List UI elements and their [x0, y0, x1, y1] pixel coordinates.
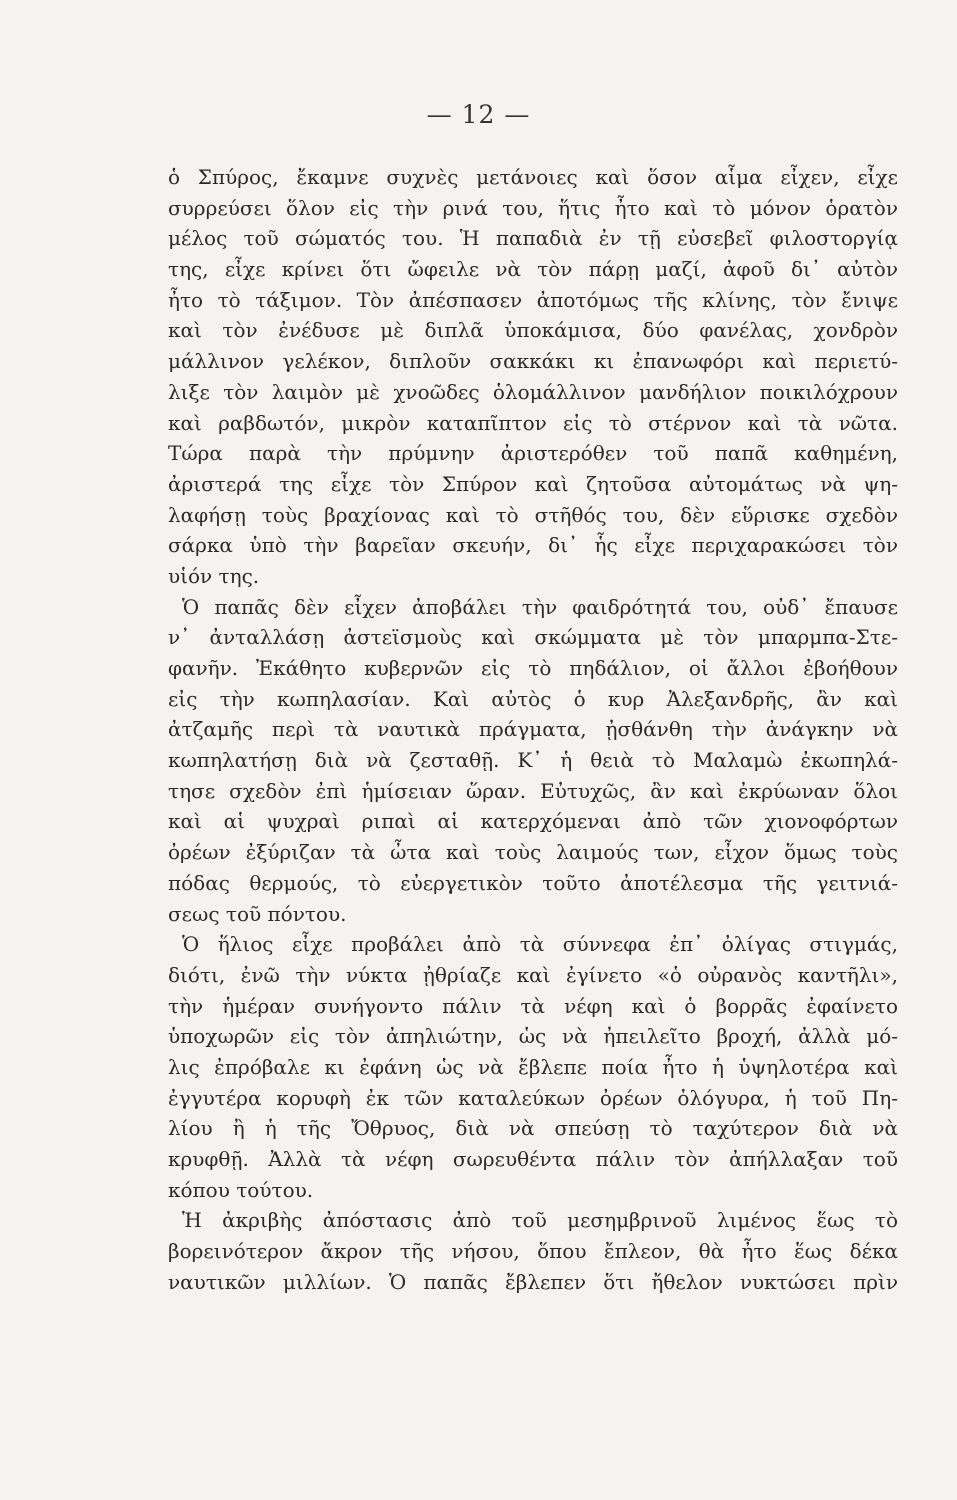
text-line: υἱόν της. — [168, 563, 260, 588]
text-line: Ὁ ἥλιος εἶχε προβάλει ἀπὸ τὰ σύννεφα ἐπ᾽ ὀλίγας στιγμάς, — [182, 932, 898, 957]
text-line: λις ἐπρόβαλε κι ἐφάνη ὡς νὰ ἔβλεπε ποία ἦτο ἡ ὑψηλοτέρα καὶ — [168, 1054, 898, 1079]
text-line: κόπου τούτου. — [168, 1177, 314, 1202]
text-line: τὴν ἡμέραν συνήγοντο πάλιν τὰ νέφη καὶ ὁ βορρᾶς ἐφαίνετο — [168, 993, 898, 1018]
text-line: ὑποχωρῶν εἰς τὸν ἀπηλιώτην, ὡς νὰ ἠπειλεῖτο βροχή, ἀλλὰ μό- — [168, 1024, 898, 1049]
text-line: καὶ τὸν ἐνέδυσε μὲ διπλᾶ ὑποκάμισα, δύο φανέλας, χονδρὸν — [168, 318, 898, 343]
page-number: — 12 — — [426, 100, 531, 129]
text-line: συρρεύσει ὅλον εἰς τὴν ρινά του, ἥτις ἦτο καὶ τὸ μόνον ὁρατὸν — [168, 195, 898, 220]
text-line: μάλλινον γελέκον, διπλοῦν σακκάκι κι ἐπανωφόρι καὶ περιετύ- — [168, 349, 898, 374]
text-line: ναυτικῶν μιλλίων. Ὁ παπᾶς ἔβλεπεν ὅτι ἤθελον νυκτώσει πρὶν — [168, 1269, 898, 1294]
text-line: Ἡ ἀκριβὴς ἀπόστασις ἀπὸ τοῦ μεσημβρινοῦ λιμένος ἕως τὸ — [182, 1208, 898, 1233]
text-line: διότι, ἐνῶ τὴν νύκτα ᾐθρίαζε καὶ ἐγίνετο «ὁ οὐρανὸς καντῆλι», — [168, 962, 898, 987]
text-line: κρυφθῇ. Ἀλλὰ τὰ νέφη σωρευθέντα πάλιν τὸν ἀπήλλαξαν τοῦ — [168, 1147, 898, 1171]
text-line: ἐγγυτέρα κορυφὴ ἐκ τῶν καταλεύκων ὀρέων ὁλόγυρα, ἡ τοῦ Πη- — [168, 1085, 898, 1110]
text-line: Τώρα παρὰ τὴν πρύμνην ἀριστερόθεν τοῦ παπᾶ καθημένη, — [168, 441, 898, 466]
text-line: ἀτζαμῆς περὶ τὰ ναυτικὰ πράγματα, ᾐσθάνθη τὴν ἀνάγκην νὰ — [168, 717, 898, 742]
text-line: φανῆν. Ἐκάθητο κυβερνῶν εἰς τὸ πηδάλιον, οἱ ἄλλοι ἐβοήθουν — [168, 656, 898, 680]
text-line: λίου ἢ ἡ τῆς Ὄθρυος, διὰ νὰ σπεύσῃ τὸ ταχύτερον διὰ νὰ — [168, 1116, 898, 1141]
text-line: σεως τοῦ πόντου. — [168, 901, 347, 926]
text-line: τησε σχεδὸν ἐπὶ ἡμίσειαν ὥραν. Εὐτυχῶς, ἂν καὶ ἐκρύωναν ὅλοι — [168, 778, 898, 803]
text-line: εἰς τὴν κωπηλασίαν. Καὶ αὐτὸς ὁ κυρ Ἀλεξανδρῆς, ἂν καὶ — [168, 686, 898, 711]
text-line: σάρκα ὑπὸ τὴν βαρεῖαν σκευήν, δι᾽ ἧς εἶχε περιχαρακώσει τὸν — [168, 533, 898, 558]
text-line: κωπηλατήσῃ διὰ νὰ ζεσταθῇ. Κ᾽ ἡ θειὰ τὸ Μαλαμὼ ἐκωπηλά- — [168, 748, 898, 773]
text-line: βορεινότερον ἄκρον τῆς νήσου, ὅπου ἔπλεον, θὰ ἦτο ἕως δέκα — [168, 1239, 898, 1264]
text-line: ἀριστερά της εἶχε τὸν Σπύρον καὶ ζητοῦσα αὐτομάτως νὰ ψη- — [168, 471, 898, 496]
text-line: λαφήσῃ τοὺς βραχίονας καὶ τὸ στῆθός του, δὲν εὕρισκε σχεδὸν — [168, 502, 898, 527]
text-line: ν᾽ ἀνταλλάσῃ ἀστεϊσμοὺς καὶ σκώμματα μὲ τὸν μπαρμπα-Στε- — [168, 625, 898, 650]
text-line: καὶ αἱ ψυχραὶ ριπαὶ αἱ κατερχόμεναι ἀπὸ τῶν χιονοφόρτων — [168, 809, 898, 834]
body-text — [168, 162, 898, 1297]
text-line: ὀρέων ἐξύριζαν τὰ ὦτα καὶ τοὺς λαιμούς των, εἶχον ὅμως τοὺς — [168, 840, 898, 865]
text-line: πόδας θερμούς, τὸ εὐεργετικὸν τοῦτο ἀποτέλεσμα τῆς γειτνιά- — [168, 870, 898, 895]
text-line: μέλος τοῦ σώματός του. Ἡ παπαδιὰ ἐν τῇ εὐσεβεῖ φιλοστοργίᾳ — [168, 226, 898, 251]
text-line: ὁ Σπύρος, ἔκαμνε συχνὲς μετάνοιες καὶ ὅσον αἷμα εἶχεν, εἶχε — [168, 165, 898, 189]
text-line: Ὁ παπᾶς δὲν εἶχεν ἀποβάλει τὴν φαιδρότητά του, οὐδ᾽ ἔπαυσε — [182, 594, 898, 619]
text-line: καὶ ραβδωτόν, μικρὸν καταπῖπτον εἰς τὸ στέρνον καὶ τὰ νῶτα. — [168, 410, 898, 435]
text-line: λιξε τὸν λαιμὸν μὲ χνοῶδες ὁλομάλλινον μανδήλιον ποικιλόχρουν — [168, 379, 898, 404]
text-line: ἦτο τὸ τάξιμον. Τὸν ἀπέσπασεν ἀποτόμως τῆς κλίνης, τὸν ἔνιψε — [168, 287, 898, 312]
text-line: της, εἶχε κρίνει ὅτι ὤφειλε νὰ τὸν πάρῃ μαζί, ἀφοῦ δι᾽ αὐτὸν — [168, 257, 898, 282]
